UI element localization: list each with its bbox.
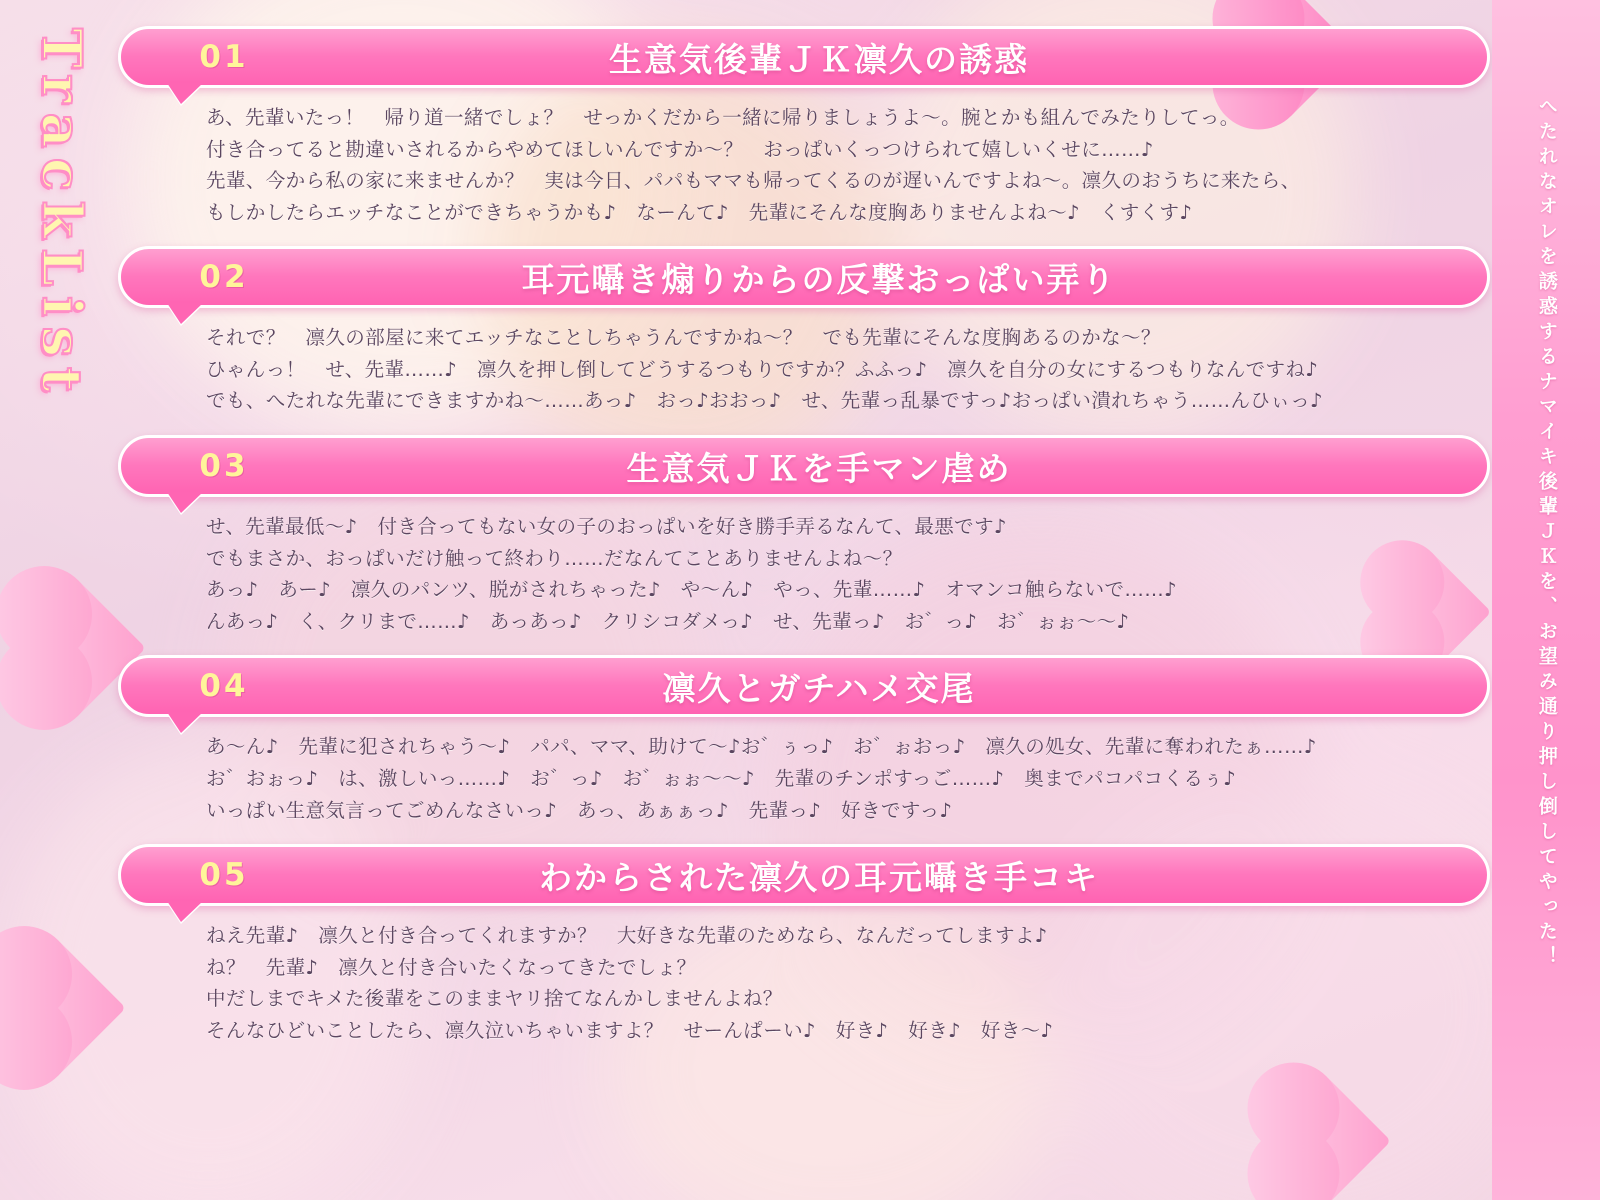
track-line: あ、先輩いたっ！ 帰り道一緒でしょ？ せっかくだから一緒に帰りましょうよ〜。腕とかも組んでみたりしてっ。 xyxy=(206,106,1240,129)
track-line: でも、へたれな先輩にできますかね〜……あっ♪ おっ♪おおっ♪ せ、先輩っ乱暴ですっ♪おっぱい潰れちゃう……んひぃっ♪ xyxy=(206,389,1323,413)
track-number: 03 xyxy=(199,448,249,485)
track-header xyxy=(118,844,1490,906)
side-catchphrase-band xyxy=(1492,0,1600,1200)
track-line: せ、先輩最低〜♪ 付き合ってもない女の子のおっぱいを好き勝手弄るなんて、最悪です♪ xyxy=(206,515,1007,539)
track-line: 中だしまでキメた後輩をこのままヤリ捨てなんかしませんよね？ xyxy=(206,987,783,1011)
track-lines xyxy=(118,88,1490,228)
track-title: 凛久とガチハメ交尾 xyxy=(662,668,976,708)
track-line: それで？ 凛久の部屋に来てエッチなことしちゃうんですかね〜？ でも先輩にそんな度胸あるのかな〜？ xyxy=(206,326,1161,350)
track-title: 耳元囁き煽りからの反撃おっぱい弄り xyxy=(521,259,1117,299)
track-line: そんなひどいことしたら、凛久泣いちゃいますよ？ せーんぱーい♪ 好き♪ 好き♪ 好き〜♪ xyxy=(206,1018,1054,1042)
track-line: いっぱい生意気言ってごめんなさいっ♪ あっ、あぁぁっ♪ 先輩っ♪ 好きですっ♪ xyxy=(206,798,953,822)
track-header xyxy=(118,655,1490,717)
side-catchphrase-text: へたれなオレを誘惑するナマイキ後輩ＪＫを、お望み通り押し倒してやった！ xyxy=(1535,96,1558,971)
track-item xyxy=(118,435,1490,637)
track-header xyxy=(118,435,1490,497)
track-line: でもまさか、おっぱいだけ触って終わり……だなんてことありませんよね〜？ xyxy=(206,546,903,570)
track-title: 生意気ＪＫを手マン虐め xyxy=(626,448,1012,488)
track-header xyxy=(118,26,1490,88)
track-line: お゛おぉっ♪ は、激しいっ……♪ お゛っ♪ お゛ぉぉ〜〜♪ 先輩のチンポすっご……♪ 奥までパコパコくるぅ♪ xyxy=(206,766,1237,790)
track-header xyxy=(118,246,1490,308)
track-number: 01 xyxy=(199,39,249,75)
track-lines xyxy=(118,717,1490,826)
track-lines xyxy=(118,497,1490,637)
tracklist-title: TrackList xyxy=(30,28,94,402)
track-item xyxy=(118,246,1490,417)
track-number: 02 xyxy=(199,259,249,296)
track-number: 05 xyxy=(199,857,249,894)
track-line: あ〜ん♪ 先輩に犯されちゃう〜♪ パパ、ママ、助けて〜♪お゛ぅっ♪ お゛ぉおっ♪ 凛久の処女、先輩に奪われたぁ……♪ xyxy=(206,735,1317,759)
track-lines xyxy=(118,906,1490,1046)
track-item xyxy=(118,26,1490,228)
track-title: わからされた凛久の耳元囁き手コキ xyxy=(539,857,1099,897)
track-line: ひゃんっ！ せ、先輩……♪ 凛久を押し倒してどうするつもりですか？ふふっ♪ 凛久を自分の女にするつもりなんですね♪ xyxy=(206,357,1319,381)
track-line: ねえ先輩♪ 凛久と付き合ってくれますか？ 大好きな先輩のためなら、なんだってしますよ♪ xyxy=(206,924,1048,948)
track-title: 生意気後輩ＪＫ凛久の誘惑 xyxy=(609,39,1029,79)
track-line: 先輩、今から私の家に来ませんか？ 実は今日、パパもママも帰ってくるのが遅いんですよね〜。凛久のおうちに来たら、 xyxy=(206,169,1301,193)
track-line: あっ♪ あー♪ 凛久のパンツ、脱がされちゃった♪ や〜ん♪ やっ、先輩……♪ オマンコ触らないで……♪ xyxy=(206,578,1178,602)
track-line: ね？ 先輩♪ 凛久と付き合いたくなってきたでしょ？ xyxy=(206,955,697,979)
track-line: 付き合ってると勘違いされるからやめてほしいんですか〜？ おっぱいくっつけられて嬉しいくせに……♪ xyxy=(206,137,1154,161)
track-item xyxy=(118,655,1490,826)
track-number: 04 xyxy=(199,668,249,705)
track-line: んあっ♪ く、クリまで……♪ あっあっ♪ クリシコダメっ♪ せ、先輩っ♪ お゛っ♪ お゛ぉぉ〜〜♪ xyxy=(206,609,1130,633)
track-line: もしかしたらエッチなことができちゃうかも♪ なーんて♪ 先輩にそんな度胸ありませんよね〜♪ くすくす♪ xyxy=(206,200,1193,224)
tracklist-container xyxy=(118,26,1490,1064)
track-lines xyxy=(118,308,1490,417)
track-item xyxy=(118,844,1490,1046)
